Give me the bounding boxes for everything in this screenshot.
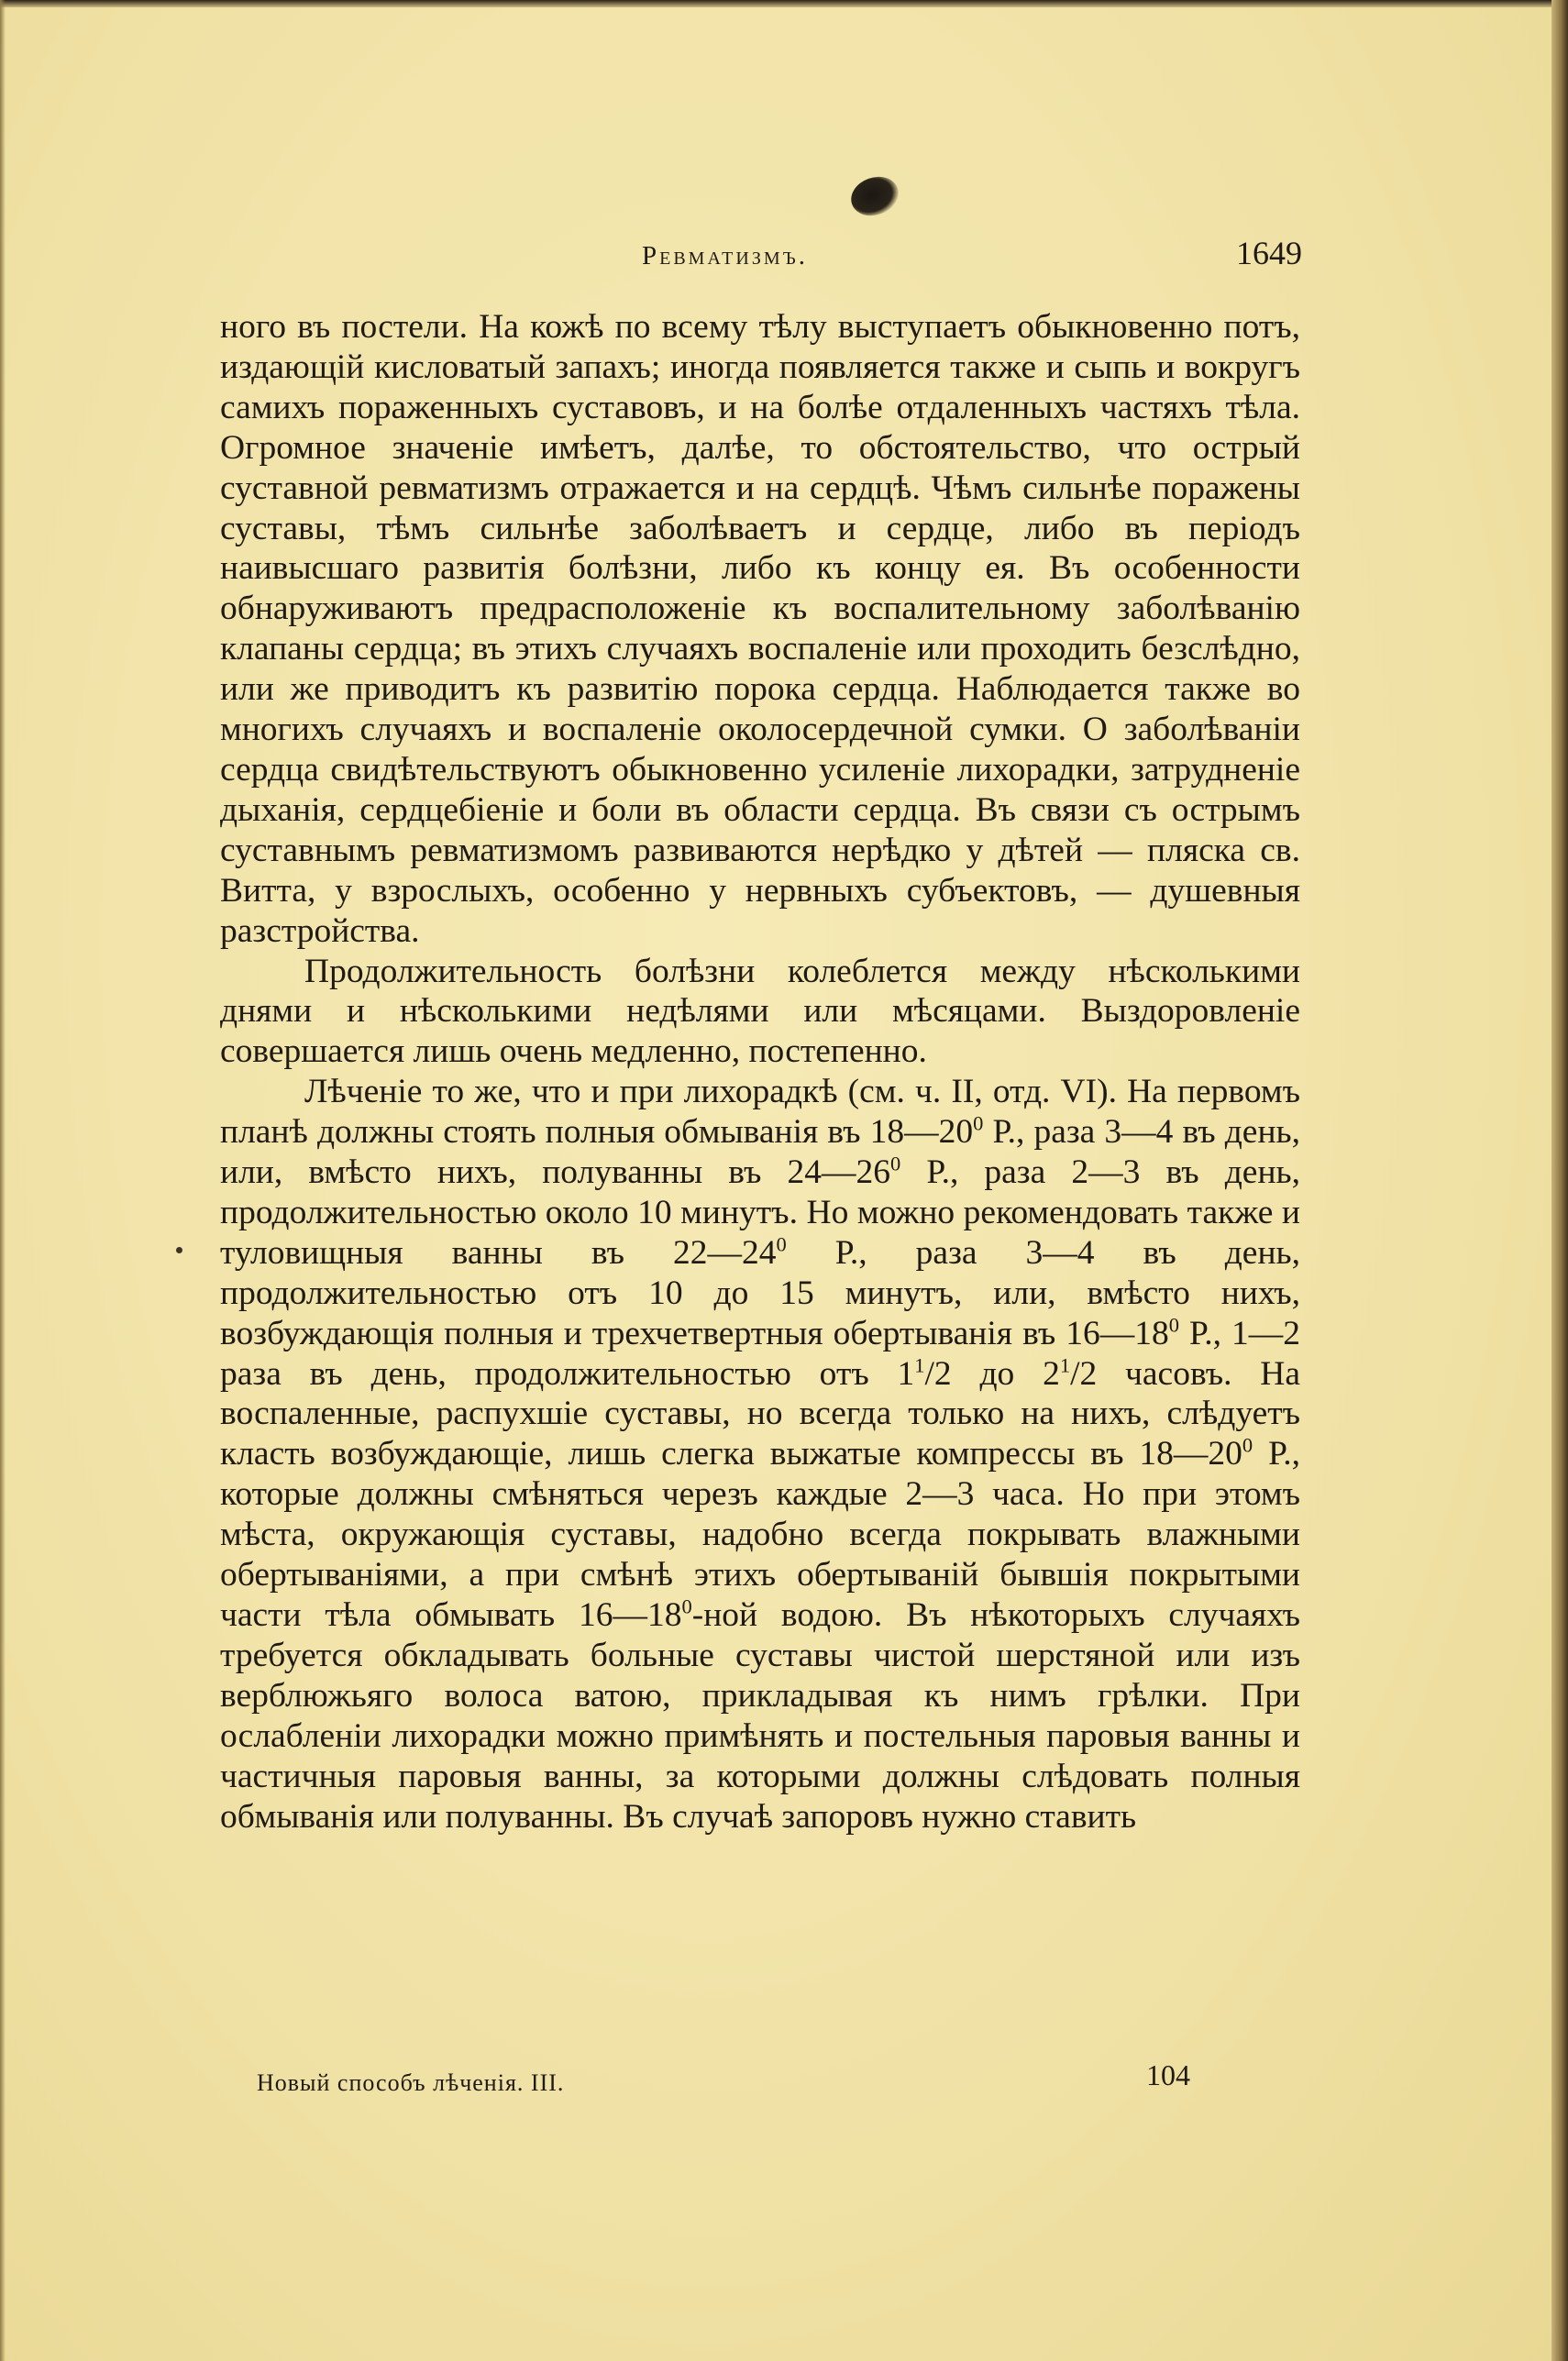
page-header [220, 234, 1302, 289]
treatment-text: Р., раза 3—4 въ день, или, вмѣсто нихъ, полуванны въ 24—26 [220, 1113, 1300, 1192]
page-right-edge [1551, 0, 1568, 2361]
degree-mark: 0 [890, 1152, 901, 1175]
ink-blot [845, 171, 904, 222]
body-text [220, 307, 1300, 1837]
fraction-numerator: 1 [1059, 1353, 1071, 1377]
degree-mark: 0 [973, 1111, 984, 1135]
paragraph-duration: Продолжительность болѣзни колеблется между нѣсколькими днями и нѣсколькими недѣлями или мѣсяцами. Выздоровленіе совершается лишь очень медленно, постепенно. [220, 952, 1300, 1071]
margin-dot [176, 1247, 182, 1253]
running-title: Ревматизмъ. [642, 241, 808, 270]
signature-mark: 104 [1146, 2058, 1190, 2091]
paragraph-treatment [220, 1072, 1300, 1837]
treatment-text: Р., раза 3—4 въ день, продолжительностью отъ 10 до 15 минутъ, или, вмѣсто нихъ, возбуждающія полныя и трехчетвертныя обертыванія въ 16—18 [220, 1233, 1300, 1352]
treatment-text: -ной водою. Въ нѣкоторыхъ случаяхъ требуется обкладывать больные суставы чистой шерстяной или изъ верблюжьяго волоса ватою, прикладывая къ нимъ грѣлки. При ослабленіи лихорадки можно примѣнять и постельныя паровыя ванны и частичныя паровыя ванны, за которыми должны слѣдовать полныя обмыванія или полуванны. Въ случаѣ запоровъ нужно ставить [220, 1596, 1300, 1836]
fraction-numerator: 1 [914, 1353, 925, 1377]
paragraph-continuation: ного въ постели. На кожѣ по всему тѣлу выступаетъ обыкновенно потъ, издающій кисловатый запахъ; иногда появляется также и сыпь и вокругъ самихъ пораженныхъ суставовъ, и на болѣе отдаленныхъ частяхъ тѣла. Огромное значеніе имѣетъ, далѣе, то обстоятельство, что острый суставной ревматизмъ отражается и на сердцѣ. Чѣмъ сильнѣе поражены суставы, тѣмъ сильнѣе заболѣваетъ и сердце, либо въ періодъ наивысшаго развитія болѣзни, либо къ концу ея. Въ особенности обнаруживаютъ предрасположеніе къ воспалительному заболѣванію клапаны сердца; въ этихъ случаяхъ воспаленіе или проходить безслѣдно, или же приводитъ къ развитію порока сердца. Наблюдается также во многихъ случаяхъ и воспаленіе околосердечной сумки. О заболѣваніи сердца свидѣтельствуютъ обыкновенно усиленіе лихорадки, затрудненіе дыханія, сердцебіеніе и боли въ области сердца. Въ связи съ острымъ суставнымъ ревматизмомъ развиваются нерѣдко у дѣтей — пляска св. Витта, у взрослыхъ, особенно у нервныхъ субъектовъ, — душевныя разстройства. [220, 308, 1300, 950]
page-footer [257, 2058, 1302, 2104]
treatment-text: /2 до 2 [924, 1354, 1060, 1393]
page-number: 1649 [1236, 235, 1302, 271]
degree-mark: 0 [681, 1594, 692, 1618]
treatment-text: /2 часовъ. На воспаленные, распухшіе суставы, но всегда только на нихъ, слѣдуетъ класть возбуждающіе, лишь слегка выжатые компрессы въ 18—20 [220, 1354, 1300, 1473]
treatment-text: Р., 1—2 раза въ день, продолжительностью отъ 1 [220, 1314, 1300, 1393]
degree-mark: 0 [776, 1232, 787, 1256]
degree-mark: 0 [1242, 1433, 1253, 1457]
treatment-text: Р., которые должны смѣняться черезъ каждые 2—3 часа. Но при этомъ мѣста, окружающія суставы, надобно всегда покрывать влажными обертываніями, а при смѣнѣ этихъ обертываній бывшія покрытыми части тѣла обмывать 16—18 [220, 1435, 1300, 1634]
degree-mark: 0 [1168, 1313, 1180, 1337]
footer-book-title: Новый способъ лѣченія. III. [257, 2069, 565, 2096]
page-left-edge [0, 0, 6, 2361]
page-top-edge [0, 0, 1568, 7]
treatment-text: Лѣченіе то же, что и при лихорадкѣ (см. ч. II, отд. VI). На первомъ планѣ должны стоять полныя обмыванія въ 18—20 [220, 1073, 1300, 1152]
treatment-text: Р., раза 2—3 въ день, продолжительностью около 10 минутъ. Но можно рекомендовать также и туловищныя ванны въ 22—24 [220, 1153, 1300, 1272]
